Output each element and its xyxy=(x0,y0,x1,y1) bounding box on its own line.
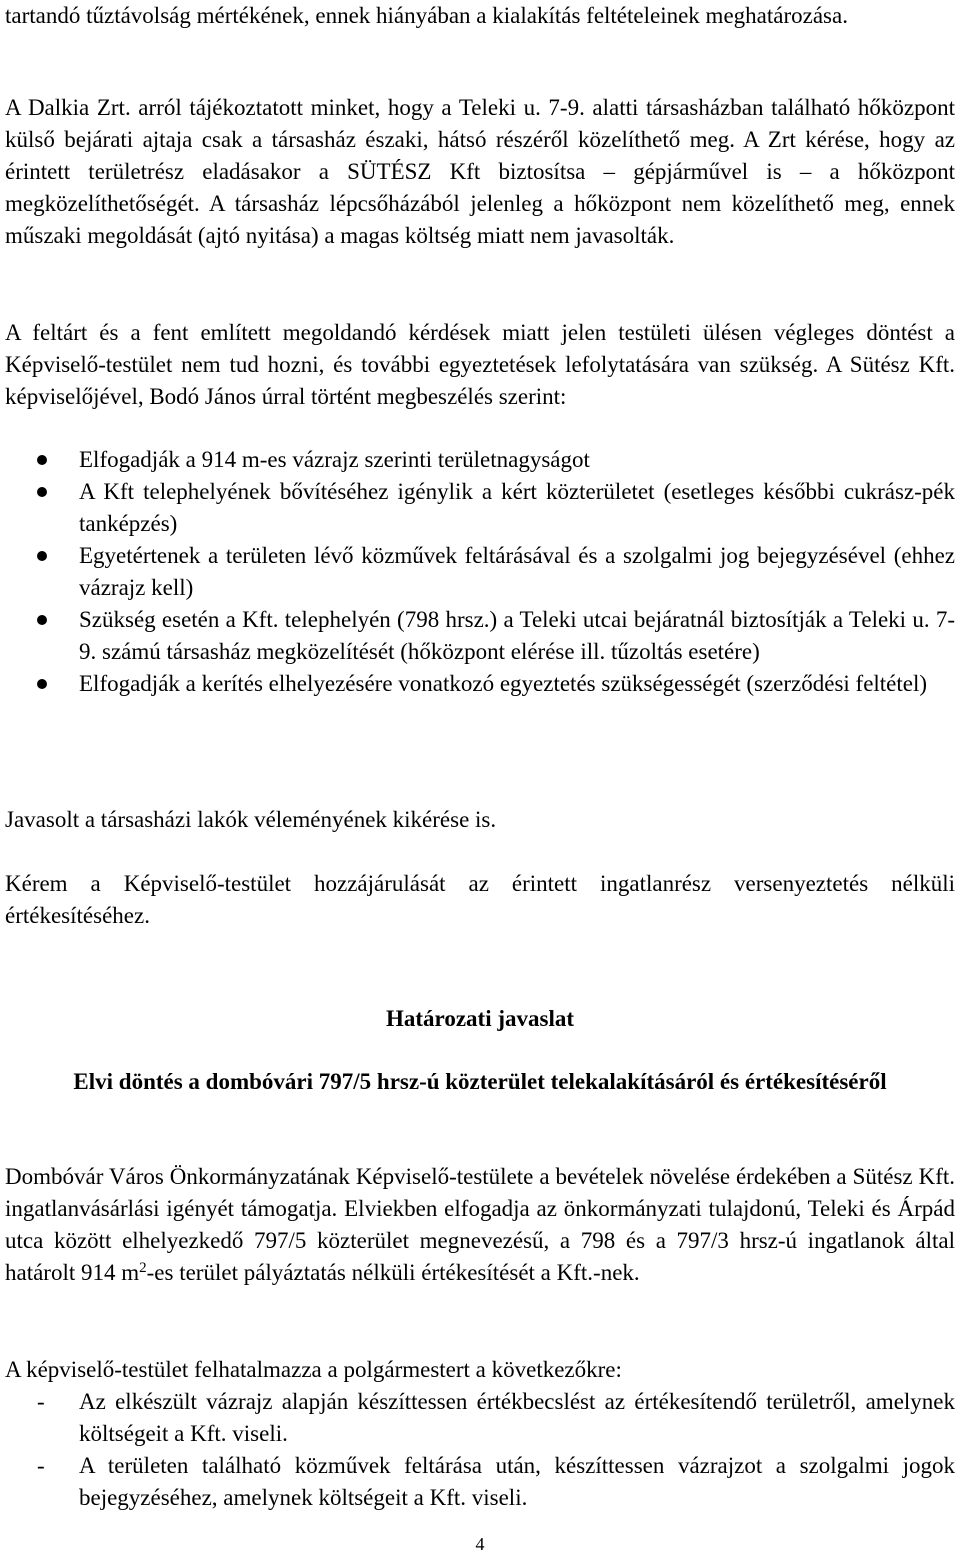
paragraph-text xyxy=(5,1161,955,1289)
paragraph-fire-distance xyxy=(5,0,955,32)
bullet-item: Elfogadják a 914 m-es vázrajz szerinti területnagyságot xyxy=(5,444,955,476)
bullet-item: Elfogadják a kerítés elhelyezésére vonatkozó egyeztetés szükségességét (szerződési feltétel) xyxy=(5,668,955,700)
dash-list xyxy=(5,1386,955,1514)
dash-item: - A területen található közművek feltárása után, készíttessen vázrajzot a szolgalmi jogok bejegyzéséhez, amelynek költségeit a Kft. viseli. xyxy=(5,1450,955,1514)
paragraph-dalkia xyxy=(5,92,955,252)
dash-item: - Az elkészült vázrajz alapján készíttessen értékbecslést az értékesítendő területről, amelynek költségeit a Kft. viseli. xyxy=(5,1386,955,1450)
bullet-list xyxy=(5,444,955,700)
paragraph-text: Javasolt a társasházi lakók véleményének kikérése is. xyxy=(5,807,497,832)
text-part: -es terület pályáztatás nélküli értékesítését a Kft.-nek. xyxy=(146,1260,640,1285)
page-number: 4 xyxy=(475,1534,485,1554)
bullet-item: Egyetértenek a területen lévő közművek feltárásával és a szolgalmi jog bejegyzésével (ehhez vázrajz kell) xyxy=(5,540,955,604)
paragraph-findings xyxy=(5,317,955,413)
superscript: 2 xyxy=(139,1260,147,1276)
paragraph-residents-opinion xyxy=(5,804,955,836)
paragraph-text: A Dalkia Zrt. arról tájékoztatott minket, hogy a Teleki u. 7-9. alatti társasházban található hőközpont külső bejárati ajtaja csak a társasház északi, hátsó részéről közelíthető meg. A Zrt kérése, hogy az érintett területrész eladásakor a SÜTÉSZ Kft biztosítsa – gépjárművel is – a hőközpont megközelíthetőségét. A társasház lépcsőházából jelenleg a hőközpont nem közelíthető meg, ennek műszaki megoldását (ajtó nyitása) a magas költség miatt nem javasolták. xyxy=(5,95,955,248)
paragraph-text: A képviselő-testület felhatalmazza a polgármestert a következőkre: xyxy=(5,1357,622,1382)
paragraph-text: tartandó tűztávolság mértékének, ennek hiányában a kialakítás feltételeinek meghatározása. xyxy=(5,3,848,28)
paragraph-authorization xyxy=(5,1354,955,1386)
bullet-item: Szükség esetén a Kft. telephelyén (798 hrsz.) a Teleki utcai bejáratnál biztosítják a Teleki u. 7-9. számú társasház megközelítését (hőközpont elérése ill. tűzoltás esetére) xyxy=(5,604,955,668)
bullet-item: A Kft telephelyének bővítéséhez igénylik a kért közterületet (esetleges későbbi cukrász-pék tanképzés) xyxy=(5,476,955,540)
heading-decision: Elvi döntés a dombóvári 797/5 hrsz-ú közterület telekalakításáról és értékesítéséről xyxy=(73,1069,887,1094)
paragraph-resolution-text xyxy=(5,1161,955,1289)
paragraph-text: Kérem a Képviselő-testület hozzájárulását az érintett ingatlanrész versenyeztetés nélküli értékesítéséhez. xyxy=(5,871,955,928)
heading-resolution: Határozati javaslat xyxy=(385,1006,574,1031)
paragraph-request xyxy=(5,868,955,932)
text-part: Dombóvár Város Önkormányzatának Képviselő-testülete a bevételek növelése érdekében a Sütész Kft. ingatlanvásárlási igényét támogatja. Elviekben elfogadja az önkormányzati tulajdonú, Teleki és Árpád utca között elhelyezkedő 797/5 közterület megnevezésű, a 798 és a 797/3 hrsz-ú ingatlanok által határolt 914 m xyxy=(5,1164,955,1285)
paragraph-text: A feltárt és a fent említett megoldandó kérdések miatt jelen testületi ülésen végleges döntést a Képviselő-testület nem tud hozni, és további egyeztetések lefolytatására van szükség. A Sütész Kft. képviselőjével, Bodó János úrral történt megbeszélés szerint: xyxy=(5,320,955,409)
